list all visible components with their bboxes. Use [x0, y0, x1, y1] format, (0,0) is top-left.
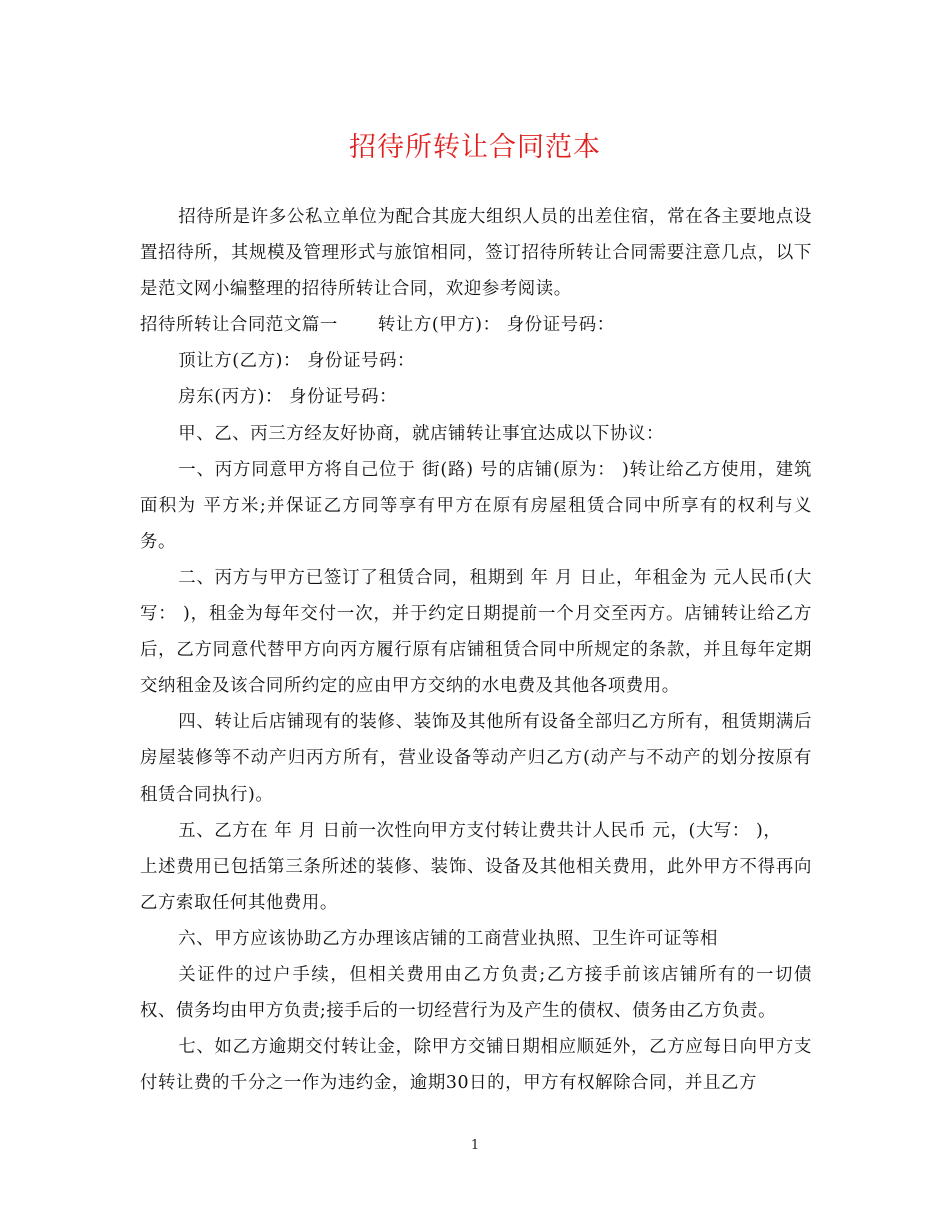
intro-paragraph: 招待所是许多公私立单位为配合其庞大组织人员的出差住宿，常在各主要地点设置招待所，其规模及管理形式与旅馆相同，签订招待所转让合同需要注意几点，以下是范文网小编整理的招待所转让合同，欢迎参考阅读。 [140, 207, 812, 300]
document-title: 招待所转让合同范本 [349, 132, 601, 163]
document-body [140, 199, 812, 1101]
clause-seven: 七、如乙方逾期交付转让金，除甲方交铺日期相应顺延外，乙方应每日向甲方支付转让费的千分之一作为违约金，逾期30日的，甲方有权解除合同，并且乙方 [140, 1037, 812, 1094]
clause-five: 五、乙方在 年 月 日前一次性向甲方支付转让费共计人民币 元，(大写： )， [178, 820, 782, 841]
clause-six-continued: 关证件的过户手续，但相关费用由乙方负责;乙方接手前该店铺所有的一切债权、债务均由甲方负责;接手后的一切经营行为及产生的债权、债务由乙方负责。 [140, 964, 812, 1022]
sample-title: 招待所转让合同范文篇一 [140, 315, 338, 336]
agreement-intro: 甲、乙、丙三方经友好协商，就店铺转让事宜达成以下协议： [178, 423, 665, 444]
clause-one: 一、丙方同意甲方将自己位于 街(路) 号的店铺(原为： )转让给乙方使用，建筑面积为 平方米;并保证乙方同等享有甲方在原有房屋租赁合同中所享有的权利与义务。 [140, 459, 812, 552]
landlord-line: 房东(丙方)： 身份证号码： [178, 387, 398, 408]
contract-heading-line [140, 307, 812, 343]
page-number: 1 [470, 1138, 480, 1153]
transferor-line: 转让方(甲方)： 身份证号码： [377, 315, 615, 336]
transferee-line: 顶让方(乙方)： 身份证号码： [178, 351, 416, 372]
clause-two: 二、丙方与甲方已签订了租赁合同，租期到 年 月 日止，年租金为 元人民币(大写： )，租金为每年交付一次，并于约定日期提前一个月交至丙方。店铺转让给乙方后，乙方同意代替甲方向丙方履行原有店铺租赁合同中所规定的条款，并且每年定期交纳租金及该合同所约定的应由甲方交纳的水电费及其他各项费用。 [140, 567, 812, 697]
clause-five-continued: 上述费用已包括第三条所述的装修、装饰、设备及其他相关费用，此外甲方不得再向乙方索取任何其他费用。 [140, 856, 812, 913]
clause-six: 六、甲方应该协助乙方办理该店铺的工商营业执照、卫生许可证等相 [178, 928, 718, 949]
clause-four: 四、转让后店铺现有的装修、装饰及其他所有设备全部归乙方所有，租赁期满后房屋装修等不动产归丙方所有，营业设备等动产归乙方(动产与不动产的划分按原有租赁合同执行)。 [140, 712, 812, 805]
